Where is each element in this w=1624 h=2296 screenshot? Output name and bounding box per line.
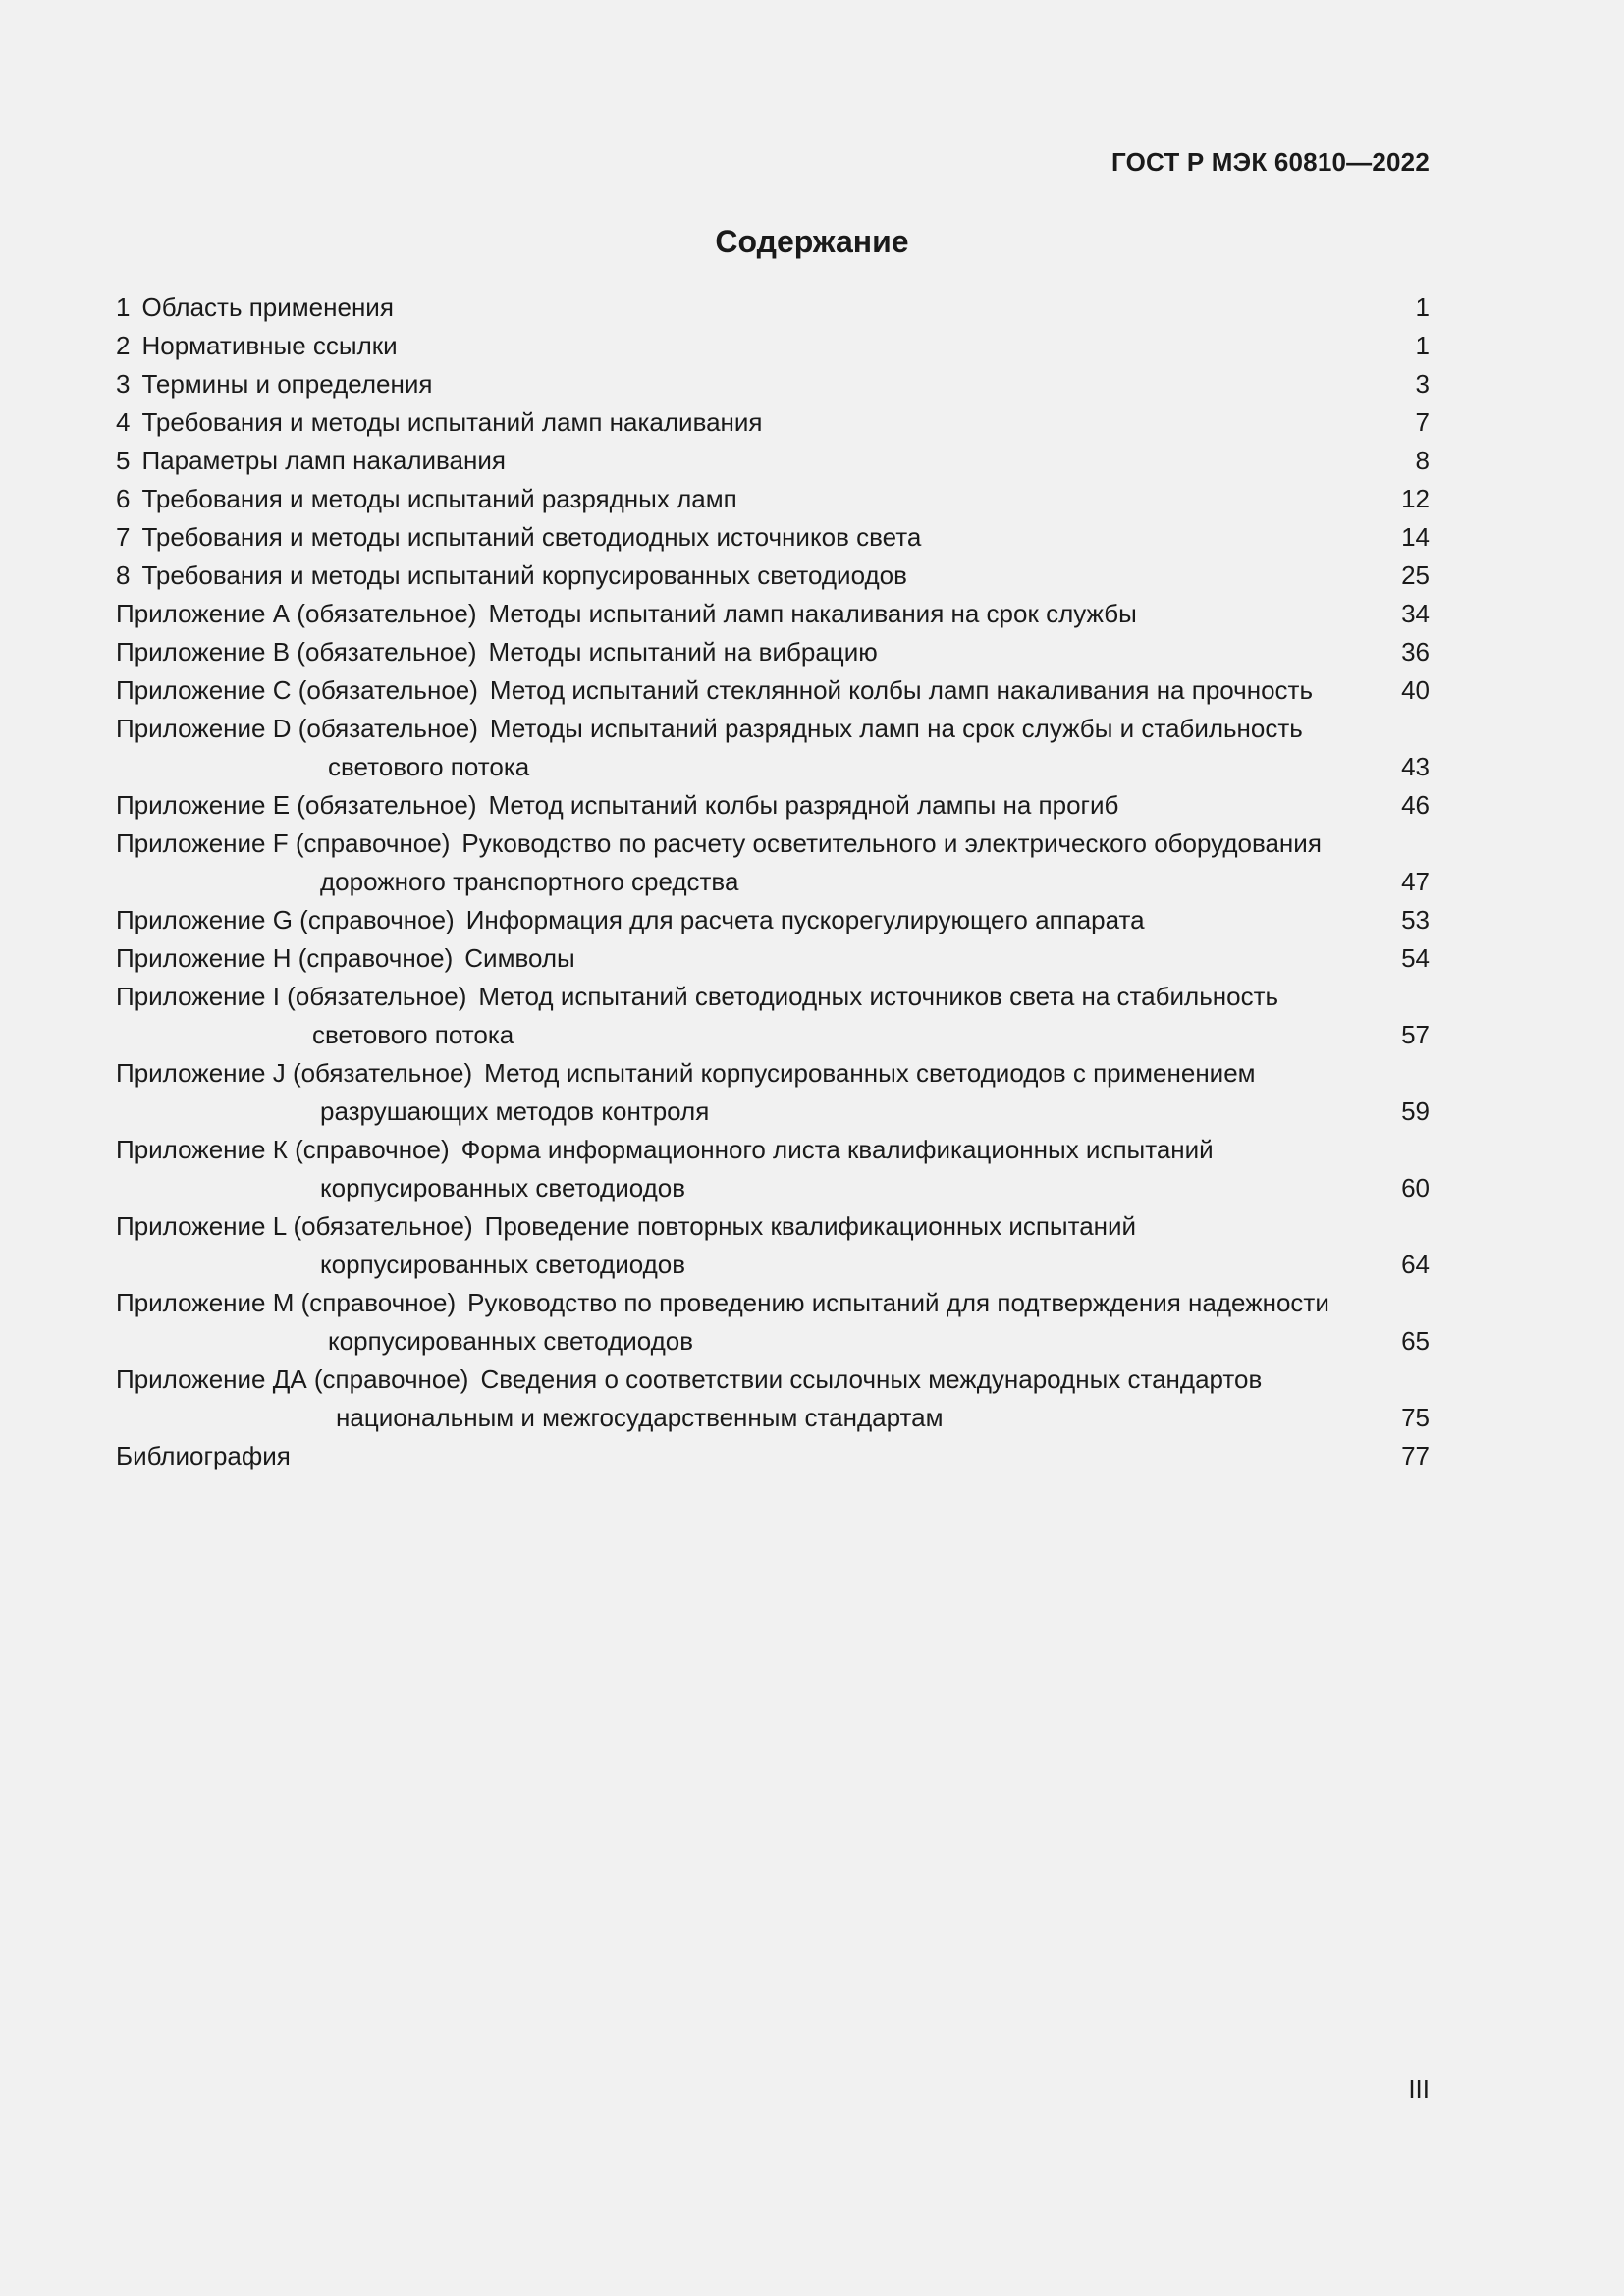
toc-entry-3[interactable] [116, 365, 1430, 403]
annex-title: Проведение повторных квалификационных испытаний [484, 1211, 1137, 1241]
annex-label: Приложение J (обязательное) [116, 1058, 473, 1088]
page-number: 77 [1401, 1441, 1430, 1470]
section-number: 4 [116, 407, 131, 437]
annex-label: Приложение ДА (справочное) [116, 1364, 469, 1394]
toc-entry-2[interactable] [116, 327, 1430, 365]
page-number: 3 [1415, 369, 1430, 399]
table-of-contents [116, 289, 1430, 1475]
section-title: Термины и определения [141, 369, 433, 399]
page-number: 46 [1401, 790, 1430, 820]
annex-title: Руководство по проведению испытаний для подтверждения надежности [467, 1288, 1329, 1317]
annex-title-continued: корпусированных светодиодов [320, 1173, 686, 1202]
page-number: 54 [1401, 943, 1430, 973]
toc-annex-e[interactable] [116, 786, 1430, 825]
toc-annex-da[interactable] [116, 1361, 1430, 1437]
page-number: 34 [1401, 599, 1430, 628]
page-number: 60 [1401, 1173, 1430, 1202]
toc-title: Содержание [715, 224, 909, 259]
annex-label: Приложение Н (справочное) [116, 943, 454, 973]
annex-title: Метод испытаний светодиодных источников света на стабильность [478, 982, 1279, 1011]
section-title: Требования и методы испытаний разрядных ламп [141, 484, 737, 513]
annex-title: Метод испытаний колбы разрядной лампы на прогиб [488, 790, 1119, 820]
toc-annex-g[interactable] [116, 901, 1430, 939]
toc-annex-a[interactable] [116, 595, 1430, 633]
page-number: 43 [1401, 752, 1430, 781]
document-code: ГОСТ Р МЭК 60810—2022 [1110, 147, 1430, 177]
toc-entry-8[interactable] [116, 557, 1430, 595]
annex-title-continued: корпусированных светодиодов [328, 1326, 694, 1356]
page-number: 1 [1415, 293, 1430, 322]
annex-label: Приложение D (обязательное) [116, 714, 478, 743]
section-title: Требования и методы испытаний корпусированных светодиодов [141, 561, 907, 590]
toc-entry-4[interactable] [116, 403, 1430, 442]
annex-title: Сведения о соответствии ссылочных международных стандартов [480, 1364, 1263, 1394]
section-title: Требования и методы испытаний светодиодных источников света [141, 522, 922, 552]
page-number: 8 [1415, 446, 1430, 475]
toc-bibliography[interactable] [116, 1437, 1430, 1475]
toc-entry-5[interactable] [116, 442, 1430, 480]
bibliography-title: Библиография [116, 1441, 291, 1470]
annex-title: Метод испытаний стеклянной колбы ламп накаливания на прочность [489, 675, 1313, 705]
annex-label: Приложение А (обязательное) [116, 599, 477, 628]
annex-title: Руководство по расчету осветительного и электрического оборудования [461, 828, 1322, 858]
annex-title: Символы [464, 943, 575, 973]
page-number: 57 [1401, 1020, 1430, 1049]
annex-label: Приложение К (справочное) [116, 1135, 450, 1164]
annex-title: Метод испытаний корпусированных светодиодов с применением [484, 1058, 1256, 1088]
toc-annex-h[interactable] [116, 939, 1430, 978]
page-number: 25 [1401, 561, 1430, 590]
annex-label: Приложение F (справочное) [116, 828, 451, 858]
page-number: 53 [1401, 905, 1430, 934]
page-number: 1 [1415, 331, 1430, 360]
annex-label: Приложение С (обязательное) [116, 675, 478, 705]
toc-entry-1[interactable] [116, 289, 1430, 327]
toc-entry-6[interactable] [116, 480, 1430, 518]
section-title: Область применения [141, 293, 394, 322]
toc-annex-d[interactable] [116, 710, 1430, 786]
page-number: 14 [1401, 522, 1430, 552]
toc-entry-7[interactable] [116, 518, 1430, 557]
toc-annex-b[interactable] [116, 633, 1430, 671]
page-number: 75 [1401, 1403, 1430, 1432]
page-number: 40 [1401, 675, 1430, 705]
section-number: 6 [116, 484, 131, 513]
toc-annex-c[interactable] [116, 671, 1430, 710]
page-number: 47 [1401, 867, 1430, 896]
section-number: 7 [116, 522, 131, 552]
annex-title: Форма информационного листа квалификационных испытаний [460, 1135, 1214, 1164]
annex-title-continued: корпусированных светодиодов [320, 1250, 686, 1279]
annex-label: Приложение В (обязательное) [116, 637, 477, 667]
section-number: 8 [116, 561, 131, 590]
section-number: 3 [116, 369, 131, 399]
page-number: 64 [1401, 1250, 1430, 1279]
annex-title-continued: светового потока [328, 752, 530, 781]
annex-title: Методы испытаний ламп накаливания на срок службы [488, 599, 1137, 628]
section-number: 1 [116, 293, 131, 322]
toc-annex-j[interactable] [116, 1054, 1430, 1131]
page-number: 36 [1401, 637, 1430, 667]
section-title: Параметры ламп накаливания [141, 446, 506, 475]
annex-label: Приложение М (справочное) [116, 1288, 457, 1317]
section-title: Нормативные ссылки [141, 331, 398, 360]
page-number: 7 [1415, 407, 1430, 437]
toc-annex-m[interactable] [116, 1284, 1430, 1361]
annex-title-continued: дорожного транспортного средства [320, 867, 739, 896]
annex-title-continued: разрушающих методов контроля [320, 1096, 710, 1126]
annex-label: Приложение G (справочное) [116, 905, 455, 934]
section-number: 5 [116, 446, 131, 475]
annex-label: Приложение I (обязательное) [116, 982, 467, 1011]
page-number: 59 [1401, 1096, 1430, 1126]
annex-label: Приложение L (обязательное) [116, 1211, 473, 1241]
annex-title: Методы испытаний разрядных ламп на срок службы и стабильность [489, 714, 1303, 743]
annex-title-continued: национальным и межгосударственным стандартам [336, 1403, 944, 1432]
toc-annex-f[interactable] [116, 825, 1430, 901]
section-number: 2 [116, 331, 131, 360]
toc-annex-i[interactable] [116, 978, 1430, 1054]
page-number: 65 [1401, 1326, 1430, 1356]
annex-title-continued: светового потока [312, 1020, 514, 1049]
page-number: 12 [1401, 484, 1430, 513]
annex-title: Информация для расчета пускорегулирующего аппарата [465, 905, 1145, 934]
toc-annex-k[interactable] [116, 1131, 1430, 1207]
annex-label: Приложение Е (обязательное) [116, 790, 477, 820]
section-title: Требования и методы испытаний ламп накаливания [141, 407, 763, 437]
page-footer-number: III [1408, 2074, 1430, 2104]
annex-title: Методы испытаний на вибрацию [488, 637, 878, 667]
toc-annex-l[interactable] [116, 1207, 1430, 1284]
